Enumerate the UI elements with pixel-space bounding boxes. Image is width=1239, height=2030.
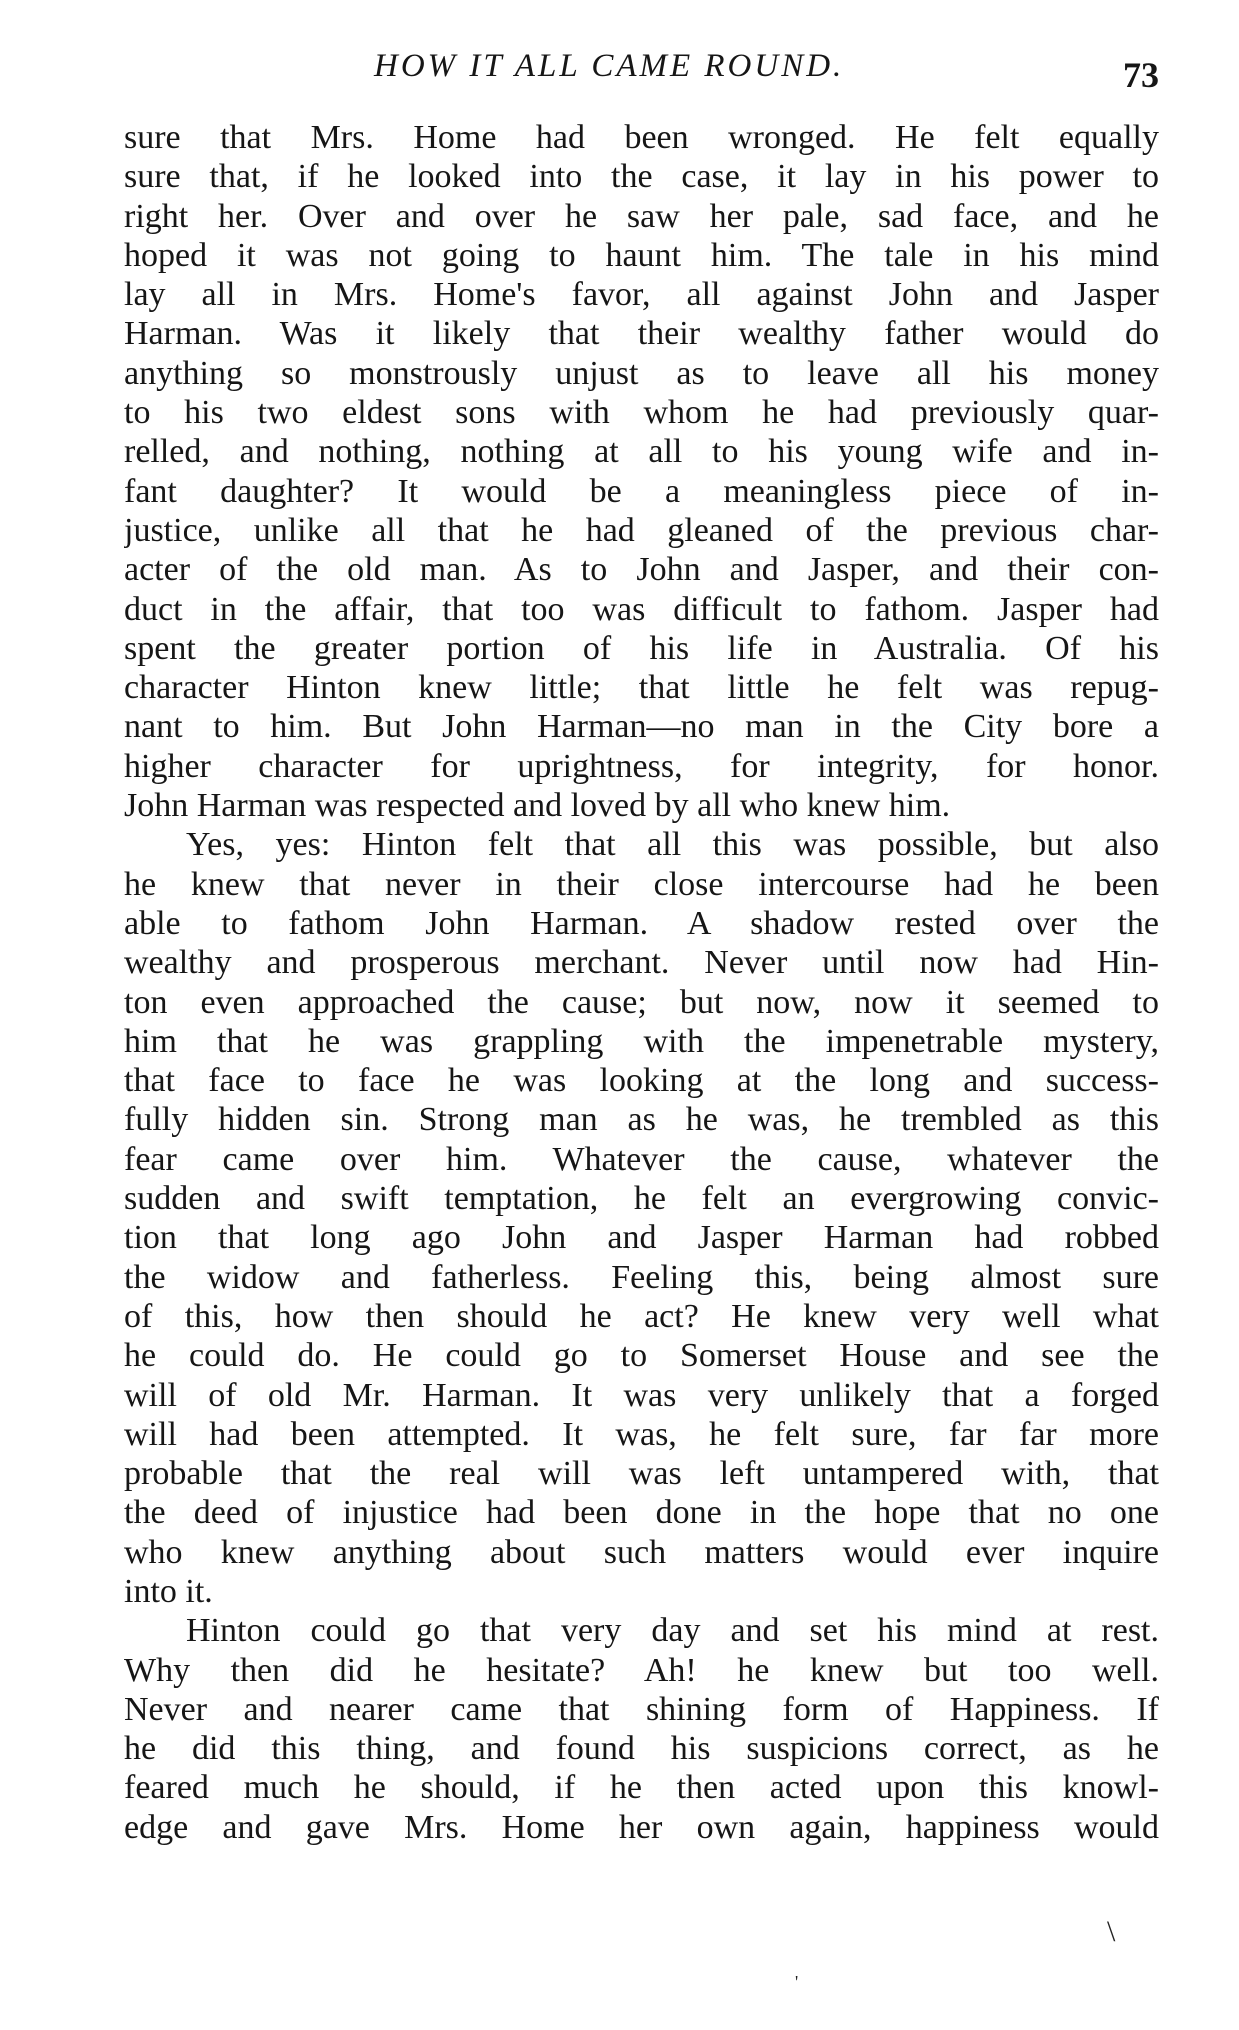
text-line: edge and gave Mrs. Home her own again, happiness would [124,1808,1159,1846]
text-line: the deed of injustice had been done in the hope that no one [124,1494,1159,1532]
text-line: probable that the real will was left untampered with, that [124,1455,1159,1493]
text-line: justice, unlike all that he had gleaned of the previous char- [124,511,1159,549]
text-line: to his two eldest sons with whom he had previously quar- [124,394,1159,432]
body-text [124,118,1159,1847]
text-line: him that he was grappling with the impenetrable mystery, [124,1022,1159,1060]
text-line: he could do. He could go to Somerset House and see the [124,1337,1159,1375]
text-line: he knew that never in their close intercourse had he been [124,865,1159,903]
text-line: ton even approached the cause; but now, now it seemed to [124,983,1159,1021]
text-line: Harman. Was it likely that their wealthy father would do [124,315,1159,353]
text-line: that face to face he was looking at the long and success- [124,1062,1159,1100]
text-line: the widow and fatherless. Feeling this, being almost sure [124,1258,1159,1296]
text-line: he did this thing, and found his suspicions correct, as he [124,1730,1159,1768]
text-line: feared much he should, if he then acted upon this knowl- [124,1769,1159,1807]
text-line: fant daughter? It would be a meaningless piece of in- [124,472,1159,510]
paragraph-1 [124,118,1159,825]
text-line: Why then did he hesitate? Ah! he knew but too well. [124,1651,1159,1689]
text-line: spent the greater portion of his life in Australia. Of his [124,629,1159,667]
text-line: fear came over him. Whatever the cause, whatever the [124,1140,1159,1178]
text-line: able to fathom John Harman. A shadow rested over the [124,904,1159,942]
text-line: tion that long ago John and Jasper Harman had robbed [124,1219,1159,1257]
text-line: wealthy and prosperous merchant. Never until now had Hin- [124,944,1159,982]
paragraph-2 [124,825,1159,1611]
text-line: into it. [124,1572,213,1610]
text-line: character Hinton knew little; that little he felt was repug- [124,669,1159,707]
paragraph-3 [124,1611,1159,1847]
text-line: fully hidden sin. Strong man as he was, he trembled as this [124,1101,1159,1139]
text-line: sudden and swift temptation, he felt an evergrowing convic- [124,1180,1159,1218]
text-line: relled, and nothing, nothing at all to his young wife and in- [124,433,1159,471]
text-line: lay all in Mrs. Home's favor, all against John and Jasper [124,276,1159,314]
running-title: HOW IT ALL CAME ROUND. [374,48,845,84]
text-line: Hinton could go that very day and set his mind at rest. [186,1612,1159,1650]
text-line: Never and nearer came that shining form of Happiness. If [124,1690,1159,1728]
text-line: duct in the affair, that too was difficult to fathom. Jasper had [124,590,1159,628]
text-line: Yes, yes: Hinton felt that all this was possible, but also [186,826,1159,864]
page-number: 73 [1123,55,1159,95]
running-head [124,44,1159,94]
text-line: of this, how then should he act? He knew very well what [124,1297,1159,1335]
text-line: John Harman was respected and loved by all who knew him. [124,787,951,825]
text-line: sure that, if he looked into the case, it lay in his power to [124,158,1159,196]
stray-mark: \ [1107,1915,1116,1948]
text-line: sure that Mrs. Home had been wronged. He felt equally [124,119,1159,156]
text-line: nant to him. But John Harman—no man in the City bore a [124,708,1159,746]
text-line: who knew anything about such matters would ever inquire [124,1533,1159,1571]
text-line: anything so monstrously unjust as to leave all his money [124,354,1159,392]
text-line: will of old Mr. Harman. It was very unlikely that a forged [124,1376,1159,1414]
text-line: hoped it was not going to haunt him. The tale in his mind [124,236,1159,274]
text-line: higher character for uprightness, for integrity, for honor. [124,747,1159,785]
text-line: right her. Over and over he saw her pale, sad face, and he [124,197,1159,235]
text-line: will had been attempted. It was, he felt sure, far far more [124,1415,1159,1453]
text-line: acter of the old man. As to John and Jasper, and their con- [124,551,1159,589]
stray-mark: ' [795,1972,799,1992]
